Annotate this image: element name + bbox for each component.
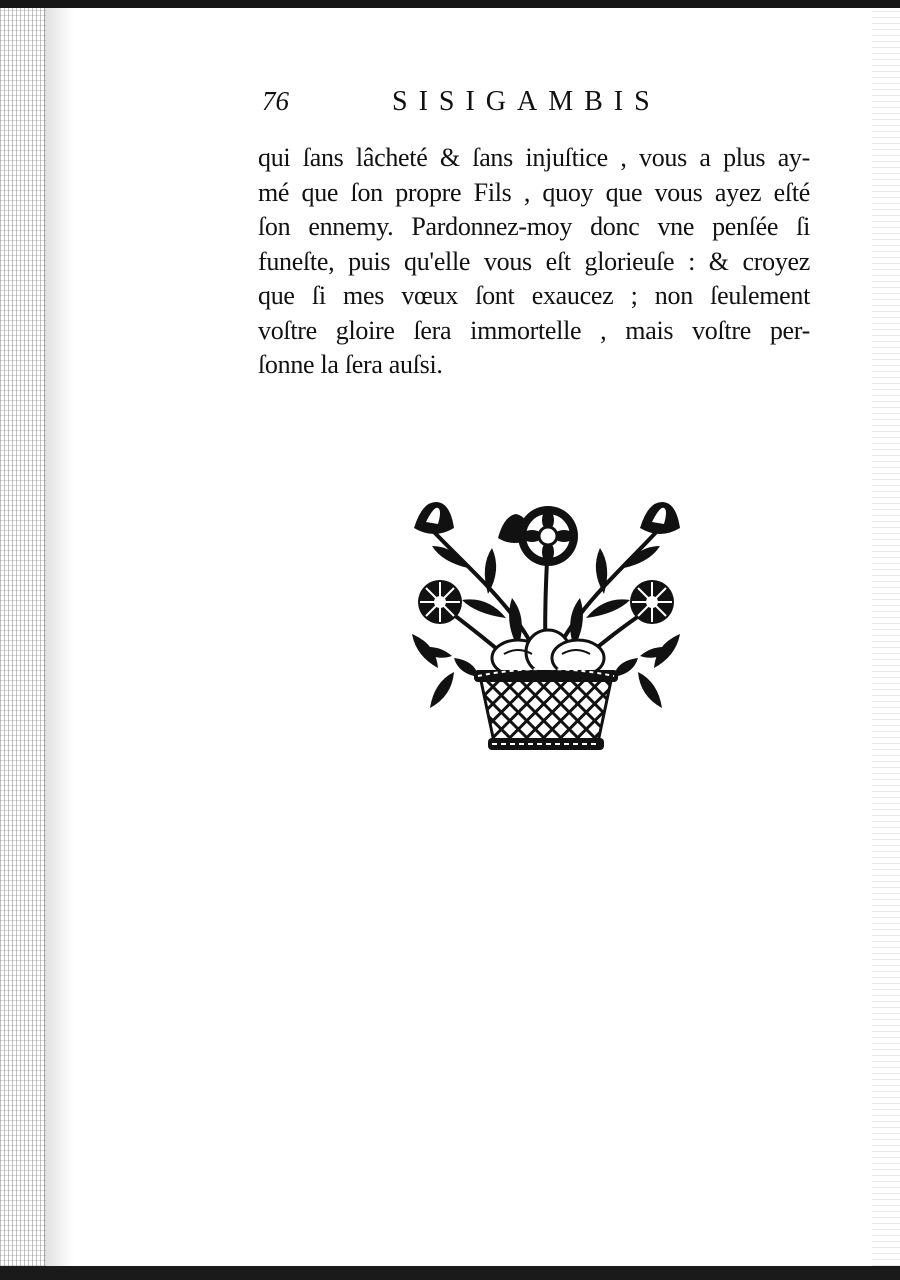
text-line: ſon ennemy. Pardonnez-moy donc vne penſée ſi	[258, 212, 810, 241]
page-number: 76	[262, 86, 289, 116]
text-line: voſtre gloire ſera immortelle , mais voſtre per-	[258, 315, 810, 345]
running-title: SISIGAMBIS	[392, 86, 661, 117]
scan-right-edge-noise	[872, 8, 900, 1266]
flower-basket-icon	[408, 498, 684, 756]
scan-left-edge-noise	[0, 8, 46, 1266]
gutter-shadow	[44, 8, 74, 1266]
text-line: mé que ſon propre Fils , quoy que vous ayez eſté	[258, 177, 810, 207]
body-paragraph	[258, 141, 810, 383]
scan-bottom-border	[0, 1266, 900, 1280]
text-line: funeſte, puis qu'elle vous eſt glorieuſe : & croyez	[258, 246, 810, 276]
text-line: ſonne la ſera auſsi.	[258, 350, 443, 379]
scan-top-border	[0, 0, 900, 8]
text-line: qui ſans lâcheté & ſans injuſtice , vous a plus ay-	[258, 143, 810, 172]
page-header	[258, 86, 708, 128]
text-line: que ſi mes vœux ſont exaucez ; non ſeulement	[258, 281, 810, 310]
